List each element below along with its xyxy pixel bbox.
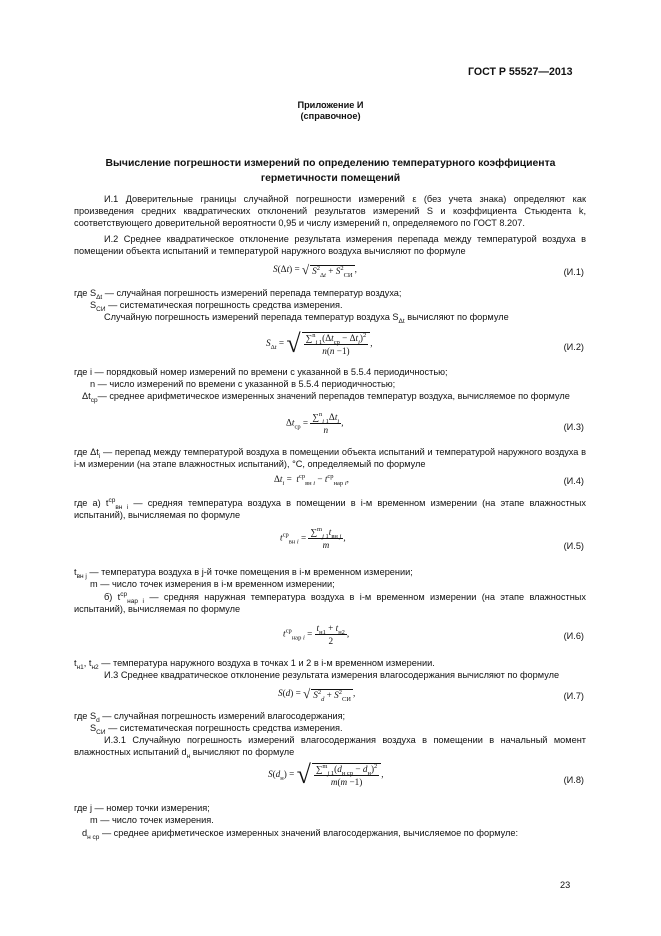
equation-i6: $t^{ср}_{нар i}$ = $\frac{t_{н1} + t_{н2}}{2}$ , [283, 623, 350, 646]
paragraph-dti: где $\Delta t_i$ — перепад между температурой воздуха в помещении объекта испытаний и температурой наружного воздуха в i-м измерении (на этапе влажностных испытаний), °С, определяемый по формуле [74, 447, 586, 469]
where-m: m — число точек измерения в i-м временном измерении; [90, 579, 335, 589]
equation-number-i5: (И.5) [563, 541, 584, 551]
where-sd: где $S_d$ — случайная погрешность измерений влагосодержания; [74, 711, 346, 724]
paragraph-i3: И.3 Среднее квадратическое отклонение результата измерения влагосодержания вычисляют по формуле [104, 670, 560, 680]
paragraph-tvn: где а) $t^{ср}_{вн i}$ — средняя температура воздуха в помещении в i-м временном измерении (на этапе влажностных испытаний), вычисляемая по формуле [74, 496, 586, 520]
equation-number-i7: (И.7) [563, 691, 584, 701]
paragraph-i2: И.2 Среднее квадратическое отклонение результата измерения перепада между температурой воздуха в помещении объекта испытаний и температурой наружного воздуха вычисляют по формуле [74, 234, 586, 256]
equation-number-i2: (И.2) [563, 342, 584, 352]
where-i: где i — порядковый номер измерений по времени с указанной в 5.5.4 периодичностью; [74, 367, 448, 377]
equation-i4: $\Delta t_i = t^{ср}_{вн i} - t^{ср}_{нар i}$, [274, 472, 349, 487]
where-n: n — число измерений по времени с указанной в 5.5.4 периодичностью; [90, 379, 396, 389]
appendix-name: Приложение И [297, 100, 364, 110]
section-title-line2: герметичности помещений [260, 173, 401, 184]
equation-i3: $\Delta t_{ср}$ = $\frac{\sum^n_{i 1}\Delta t_i}{n}$ , [286, 410, 344, 435]
page-number: 23 [560, 880, 571, 890]
equation-i5: $t^{ср}_{вн i}$ = $\frac{\sum^m_{j 1}t_{вн j}}{m}$ , [280, 525, 346, 550]
where-tn1-tn2: $t_{н1}$, $t_{н2}$ — температура наружного воздуха в точках 1 и 2 в i-м временном измерении. [74, 658, 435, 671]
equation-number-i3: (И.3) [563, 422, 584, 432]
paragraph-i1: И.1 Доверительные границы случайной погрешности измерений ε (без учета знака) определяют как произведения средних квадратических отклонений результатов измерений S и коэффициента Стьюдента k, соответствующего доверительной вероятности 0,95 и числу измерений n, определяемого по ГОСТ 8.207. [74, 194, 586, 228]
where-tvnj: $t_{вн j}$ — температура воздуха в j-й точке помещения в i-м временном измерении; [74, 567, 413, 580]
section-title-line1: Вычисление погрешности измерений по определению температурного коэффициента [105, 158, 556, 169]
paragraph-i31: И.3.1 Случайную погрешность измерений влагосодержания воздуха в помещении в начальный момент влажностных испытаний $d_н$ вычисляют по формуле [74, 735, 586, 760]
where-dtcp: $\Delta t_{ср}—$ среднее арифметическое измеренных значений перепадов температур воздуха, вычисляемое по формуле [82, 391, 570, 404]
paragraph-random-error: Случайную погрешность измерений перепада температур воздуха $S_{\Delta t}$ вычисляют по формуле [104, 312, 509, 325]
where-j: где j — номер точки измерения; [74, 803, 210, 813]
equation-i1: S(Δt) = √ $S^2_{\Delta t} + S^2_{СИ}$, [273, 262, 357, 279]
paragraph-tnar: б) $t^{ср}_{нар i}$ — средняя наружная температура воздуха в i-м временном измерении (на этапе влажностных испытаний), вычисляемая по формуле [74, 590, 586, 614]
where-m-2: m — число точек измерения. [90, 815, 214, 825]
equation-number-i4: (И.4) [563, 476, 584, 486]
appendix-type: (справочное) [300, 111, 361, 121]
standard-header: ГОСТ Р 55527—2013 [468, 66, 573, 78]
equation-number-i8: (И.8) [563, 775, 584, 785]
equation-number-i1: (И.1) [563, 267, 584, 277]
equation-i7: S(d) = √ $S^2_d + S^2_{СИ}$, [278, 686, 356, 703]
where-sdt: где $S_{\Delta t}$ — случайная погрешность измерений перепада температур воздуха; [74, 288, 402, 301]
equation-number-i6: (И.6) [563, 631, 584, 641]
equation-i8: $S(d_н)$ = √ $\frac{\sum^m_{j 1}(d_{н ср} - d_н)^2}{m(m -1)}$ , [268, 760, 384, 789]
equation-i2: $S_{\Delta t}$ = √ $\frac{\sum^n_{i 1}(\Delta t_{ср} - \Delta t_i)^2}{n(n -1)}$ , [266, 329, 373, 358]
where-dncp: $d_{н ср}$ — среднее арифметическое измеренных значений влагосодержания, вычисляемое по формуле: [82, 828, 519, 841]
where-ssi: $S_{СИ}$ — систематическая погрешность средства измерения. [90, 300, 343, 313]
where-ssi-2: $S_{СИ}$ — систематическая погрешность средства измерения. [90, 723, 343, 736]
